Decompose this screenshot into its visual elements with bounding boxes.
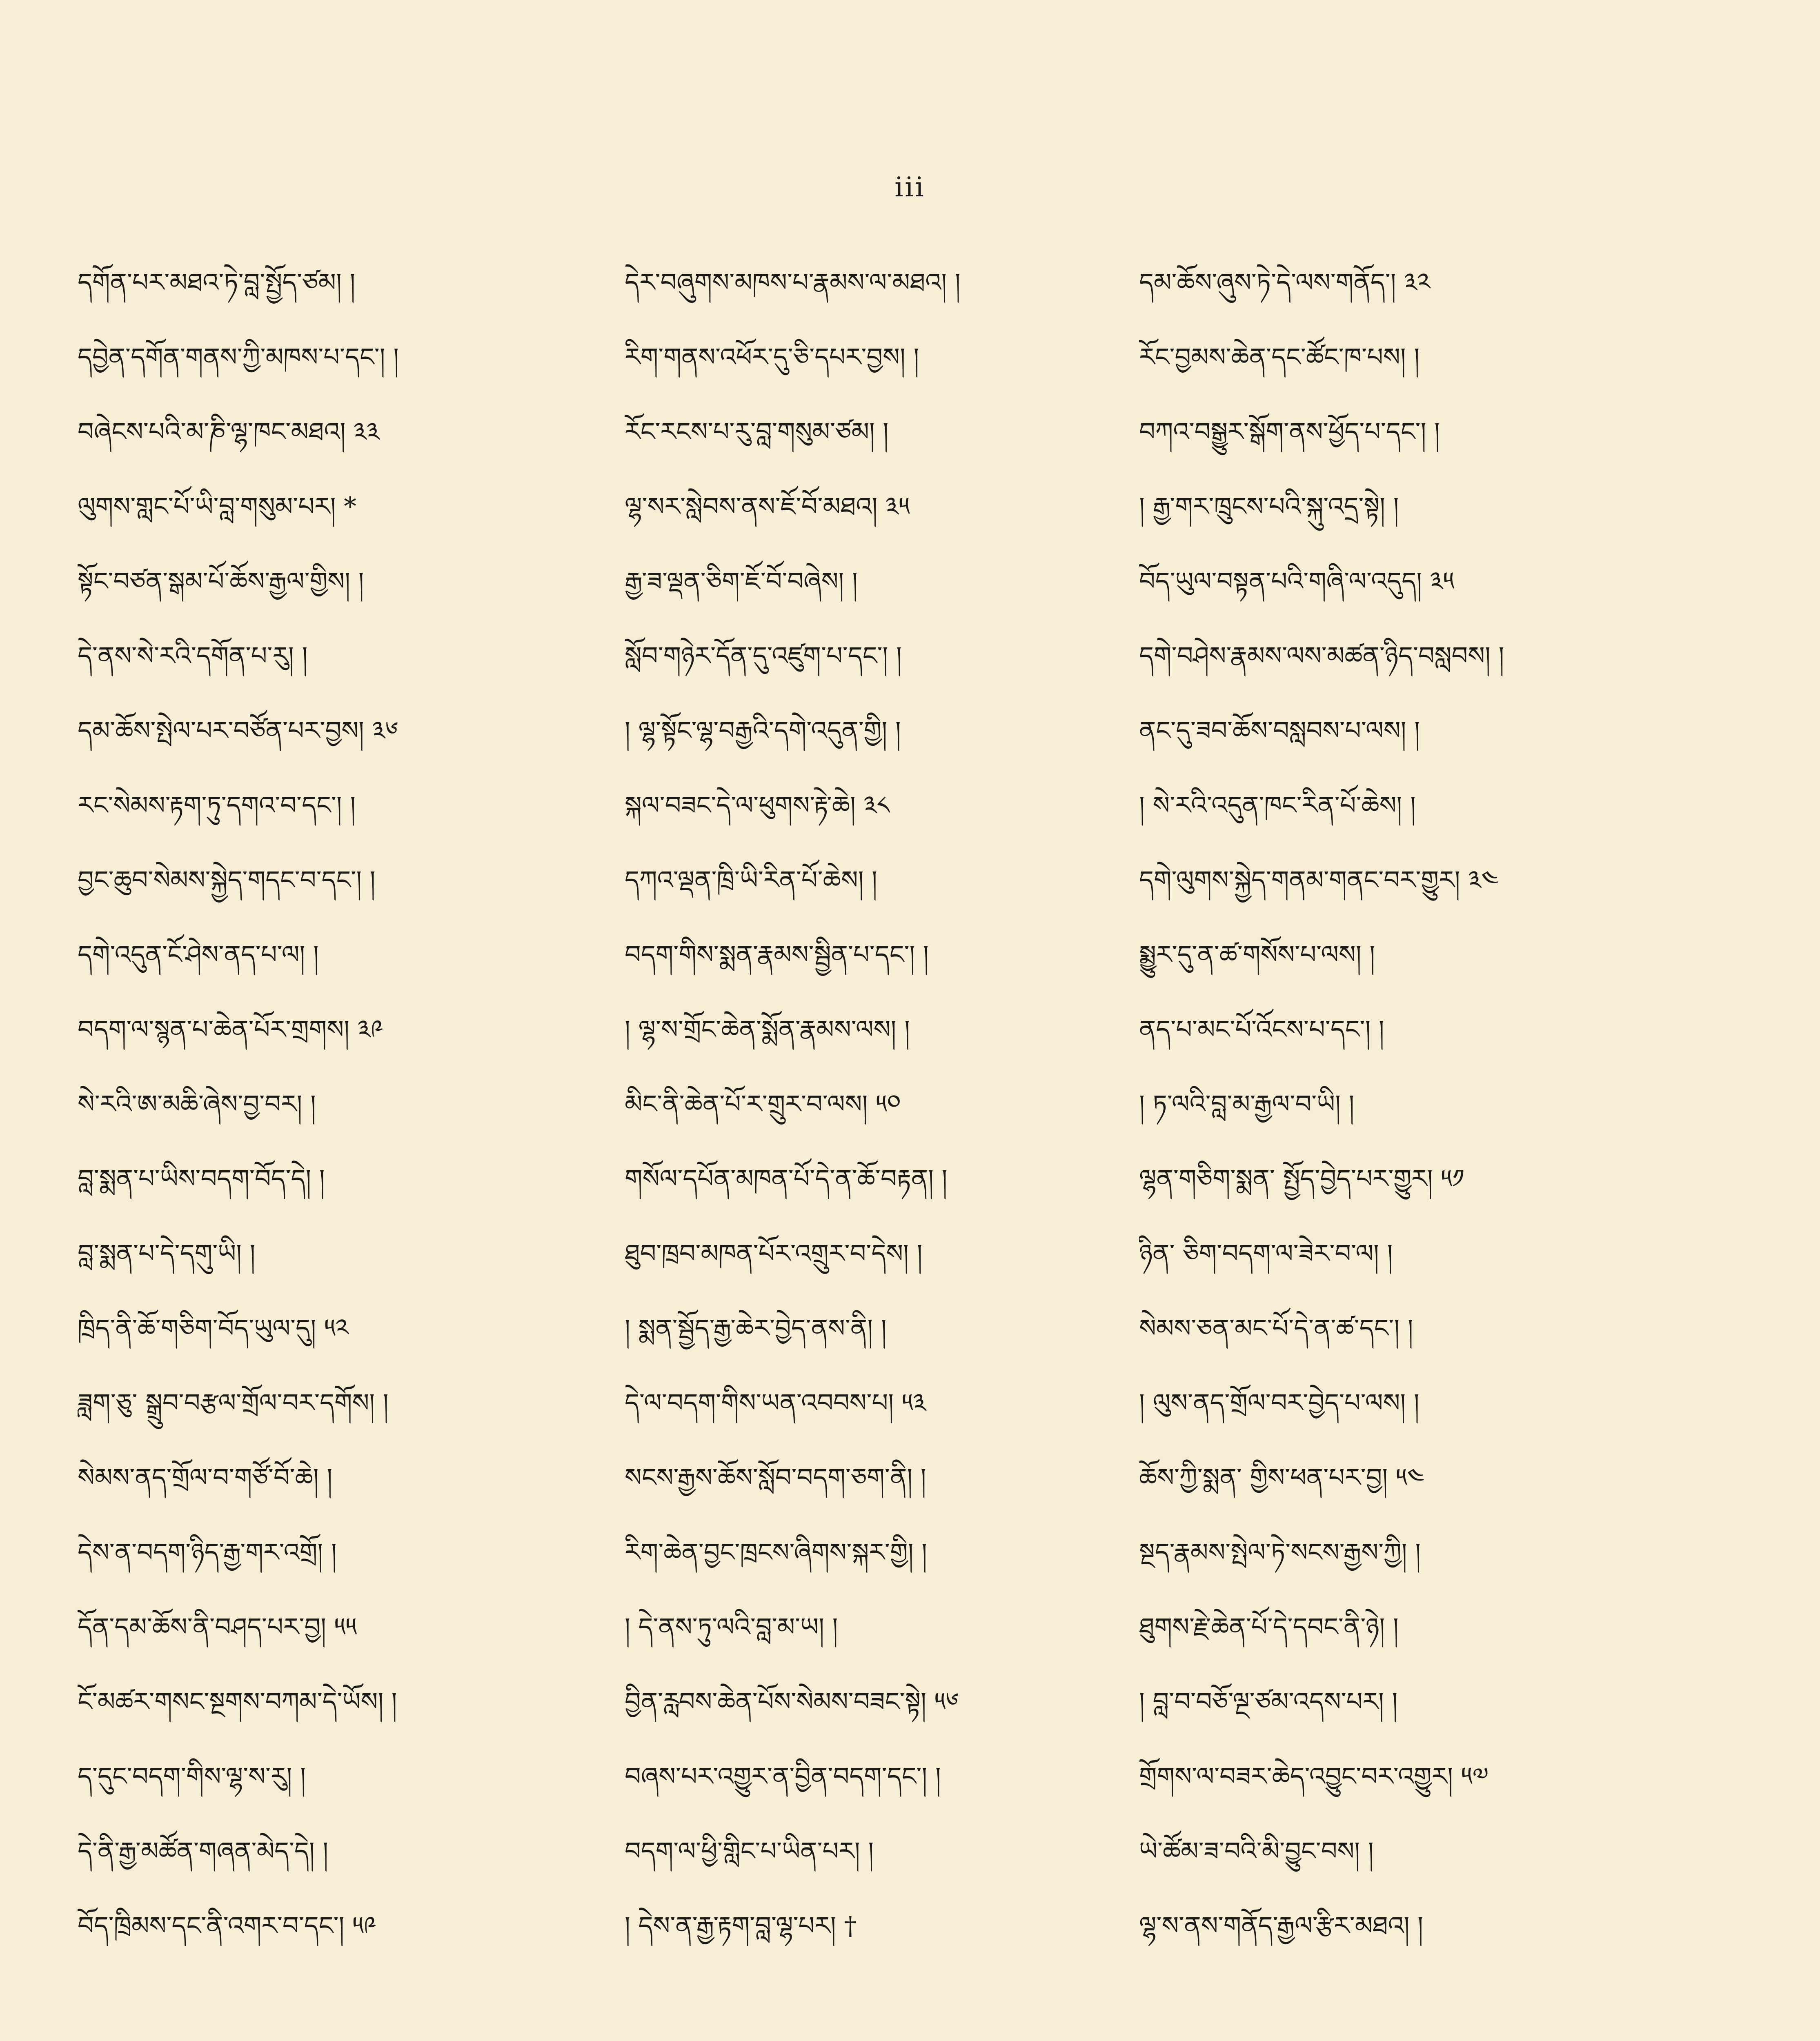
verse-line: གསོལ་དཔོན་མཁན་པོ་དེ་ན་ཆོ་བརྟན། །	[625, 1164, 948, 1194]
verse-line: སྟོང་བཙན་སྒམ་པོ་ཆོས་རྒྱལ་གྱིས། །	[78, 566, 364, 596]
verse-line: ། ཏ་ལའི་བླ་མ་རྒྱལ་བ་ཡི། །	[1139, 1089, 1355, 1119]
verse-column-3	[1139, 245, 1662, 1963]
verse-line: ནང་དུ་ཟབ་ཆོས་བསླབས་པ་ལས། །	[1139, 716, 1420, 745]
verse-line: དེར་བཞུགས་མཁས་པ་རྣམས་ལ་མཐའ། །	[625, 267, 961, 297]
verse-line: དབྱེན་དགོན་གནས་ཀྱི་མཁས་པ་དང་། །	[78, 342, 399, 372]
verse-line: ལྷན་གཅིག་སྨན་ སྤྱོད་བྱེད་པར་གྱུར། ༥༡	[1139, 1164, 1464, 1194]
verse-line: དགེ་ལུགས་སྐྱེད་གནམ་གནང་བར་གྱུར། ༣༤	[1139, 865, 1499, 895]
verse-line: དགོན་པར་མཐའ་ཏེ་བླ་སྤྱོད་ཙམ། །	[78, 267, 356, 297]
verse-line: རྒྱ་ཟ་ལྡན་ཅིག་ཇོ་བོ་བཞེས། །	[625, 566, 858, 596]
verse-column-1	[78, 245, 588, 1963]
verse-line: ཁྲིད་ནི་ཆོ་གཅིག་བོད་ཡུལ་དུ། ༥༢	[78, 1313, 349, 1343]
verse-line: ཉིན་ ཅིག་བདག་ལ་ཟེར་བ་ལ། །	[1139, 1238, 1393, 1268]
verse-line: ། སེ་རའི་འདུན་ཁང་རིན་པོ་ཆེས། །	[1139, 790, 1416, 820]
verse-line: བྱིན་རླབས་ཆེན་པོས་སེམས་བཟང་སྟེ། ༥༦	[625, 1687, 959, 1716]
verse-line: དེ་ནི་རྒྱ་མཚོན་གཞན་མེད་དེ། །	[78, 1836, 329, 1866]
verse-line: ། བླ་བ་བཅོ་ལྔ་ཙམ་འདས་པར། །	[1139, 1687, 1398, 1716]
verse-line: ཆོས་ཀྱི་སྨན་ གྱིས་ཕན་པར་བྱ། ༥༤	[1139, 1463, 1425, 1492]
verse-line: སེ་རའི་ཨ་མཆི་ཞེས་བྱ་བར། །	[78, 1089, 316, 1119]
verse-line: བཞེངས་པའི་མ་ཎི་ལྷ་ཁང་མཐའ། ༣༣	[78, 417, 380, 447]
verse-line: ། སྨན་སྦྱོད་རྒྱ་ཆེར་བྱེད་ནས་ནི། །	[625, 1313, 887, 1343]
verse-line: ། རྒྱ་གར་ཁྲུངས་པའི་སྐུ་འདྲ་སྟེ། །	[1139, 491, 1399, 521]
verse-columns	[78, 245, 1662, 2041]
verse-line: ། ལུས་ནད་གྲོལ་བར་བྱེད་པ་ལས། །	[1139, 1388, 1420, 1418]
verse-column-2	[625, 245, 1147, 1963]
verse-line: ཐུབ་ཁྲབ་མཁན་པོར་འགྲུར་བ་དེས། །	[625, 1238, 923, 1268]
page-number: iii	[894, 171, 926, 203]
verse-line: ། དེས་ན་རྒྱ་རྟག་བླ་ལྷ་པར། †	[625, 1911, 857, 1941]
verse-line: དེ་ལ་བདག་གིས་ཡན་འབབས་པ། ༥༣	[625, 1388, 926, 1418]
verse-line: དེས་ན་བདག་ཉིད་རྒྱ་གར་འགྲོ། །	[78, 1537, 337, 1567]
verse-line: སངས་རྒྱས་ཆོས་སློབ་བདག་ཅག་ནི། །	[625, 1463, 926, 1492]
verse-line: ། ལྷ་ས་གྲོང་ཆེན་སྨོན་རྣམས་ལས། །	[625, 1014, 910, 1044]
verse-line: བོད་ཡུལ་བསྟན་པའི་གཞི་ལ་འདུད། ༣༥	[1139, 566, 1455, 596]
verse-line: གྲོགས་ལ་བཟར་ཆེད་འབྱུང་བར་འགྱུར། ༥༧	[1139, 1761, 1489, 1791]
verse-line: དམ་ཆོས་ཞུས་ཏེ་དེ་ལས་གནོད་། ༣༢	[1139, 267, 1431, 297]
verse-line: སྨྱུར་དུ་ན་ཚ་གསོས་པ་ལས། །	[1139, 940, 1375, 969]
verse-line: སློབ་གཉེར་དོན་དུ་འཛུག་པ་དང་། །	[625, 641, 902, 671]
verse-line: ནད་པ་མང་པོ་འོངས་པ་དང་། །	[1139, 1014, 1384, 1044]
verse-line: སེམས་ནད་གྲོལ་བ་གཙོ་བོ་ཆེ། །	[78, 1463, 332, 1492]
verse-line: བདག་གིས་སྨན་རྣམས་སྦྱིན་པ་དང་། །	[625, 940, 929, 969]
verse-line: དགེ་བཤེས་རྣམས་ལས་མཚན་ཉིད་བསླབས། །	[1139, 641, 1504, 671]
verse-line: རང་སེམས་རྟག་ཏུ་དགའ་བ་དང་། །	[78, 790, 356, 820]
verse-line: ཐུགས་རྗེ་ཆེན་པོ་དེ་དབང་ནི་ཉེ། །	[1139, 1612, 1399, 1642]
verse-line: བོད་ཁྲིམས་དང་ནི་འགར་བ་དང་། ༥༩	[78, 1911, 376, 1941]
verse-line: རོང་བྱམས་ཆེན་དང་ཚོང་ཁ་པས། །	[1139, 342, 1420, 372]
verse-line: ། དེ་ནས་ཏུ་ལའི་བླ་མ་ཡ། །	[625, 1612, 838, 1642]
verse-line: དམ་ཆོས་སྤེལ་པར་བཙོན་པར་བྱས། ༣༦	[78, 716, 398, 745]
verse-line: དོན་དམ་ཆོས་ནི་བཤད་པར་བྱ། ༥༥	[78, 1612, 357, 1642]
verse-line: བྱང་ཆུབ་སེམས་སྐྱེད་གདང་བ་དང་། །	[78, 865, 376, 895]
verse-line: བཞས་པར་འགྱུར་ན་བྱིན་བདག་དང་། །	[625, 1761, 941, 1791]
verse-line: ད་དུང་བདག་གིས་ལྷ་ས་རུ། །	[78, 1761, 306, 1791]
verse-line: དཀའ་ལྡན་ཁྲི་ཡི་རིན་པོ་ཆེས། །	[625, 865, 877, 895]
verse-line: ལྷ་སར་སླེབས་ནས་ཇོ་བོ་མཐའ། ༣༥	[625, 491, 910, 521]
verse-line: བདག་ལ་ཕྱི་གླིང་པ་ཡིན་པར། །	[625, 1836, 874, 1866]
verse-line: ངོ་མཚར་གསང་སྔགས་བཀམ་དེ་ཡོས། །	[78, 1687, 397, 1716]
verse-line: ལུགས་གླང་པོ་ཡི་བླ་གསུམ་པར། *	[78, 491, 357, 521]
verse-line: རིག་ཆེན་བྱང་ཁྲངས་ཞིགས་སྐར་གྱི། །	[625, 1537, 927, 1567]
verse-line: སྐལ་བཟང་དེ་ལ་ཕུགས་རྟེ་ཆེ། ༣༨	[625, 790, 890, 820]
verse-line: སྔད་རྣམས་སྤེལ་ཏེ་སངས་རྒྱས་ཀྱི། །	[1139, 1537, 1421, 1567]
verse-line: བླ་སྨན་པ་དེ་དགུ་ཡི། །	[78, 1238, 256, 1268]
verse-line: རོང་རངས་པ་རུ་བླ་གསུམ་ཙམ། །	[625, 417, 889, 447]
verse-line: བླ་སྨན་པ་ཡིས་བདག་བོད་དེ། །	[78, 1164, 325, 1194]
verse-line: བཀའ་བསྒྱུར་སྒོག་ནས་ཕྱོད་པ་དང་། །	[1139, 417, 1440, 447]
verse-line: སེམས་ཅན་མང་པོ་དེ་ན་ཚ་དང་། །	[1139, 1313, 1413, 1343]
verse-line: ལྷ་ས་ནས་གནོད་རྒྱལ་རྩིར་མཐའ། །	[1139, 1911, 1423, 1941]
verse-line: བདག་ལ་སྙན་པ་ཆེན་པོར་གྲགས། ༣༩	[78, 1014, 383, 1044]
verse-line: རིག་གནས་འཕོར་དུ་ཅི་དཔར་བྱས། །	[625, 342, 919, 372]
verse-line: ཡེ་ཚོམ་ཟ་བའི་མི་བྱུང་བས། །	[1139, 1836, 1374, 1866]
verse-line: མིང་ནི་ཆེན་པོ་ར་གྲུར་བ་ལས། ༥༠	[625, 1089, 901, 1119]
verse-line: ། ལྷ་སྟོང་ལྷ་བརྒྱའི་དགེ་འདུན་གྱི། །	[625, 716, 901, 745]
verse-line: དེ་ནས་སེ་རའི་དགོན་པ་རུ། །	[78, 641, 308, 671]
verse-line: དགེ་འདུན་ངོ་ཤེས་ནད་པ་ལ། །	[78, 940, 319, 969]
verse-line: ཟླག་ཅུ་ སྒྲུབ་བརྩལ་གྲོལ་བར་དགོས། །	[78, 1388, 389, 1418]
